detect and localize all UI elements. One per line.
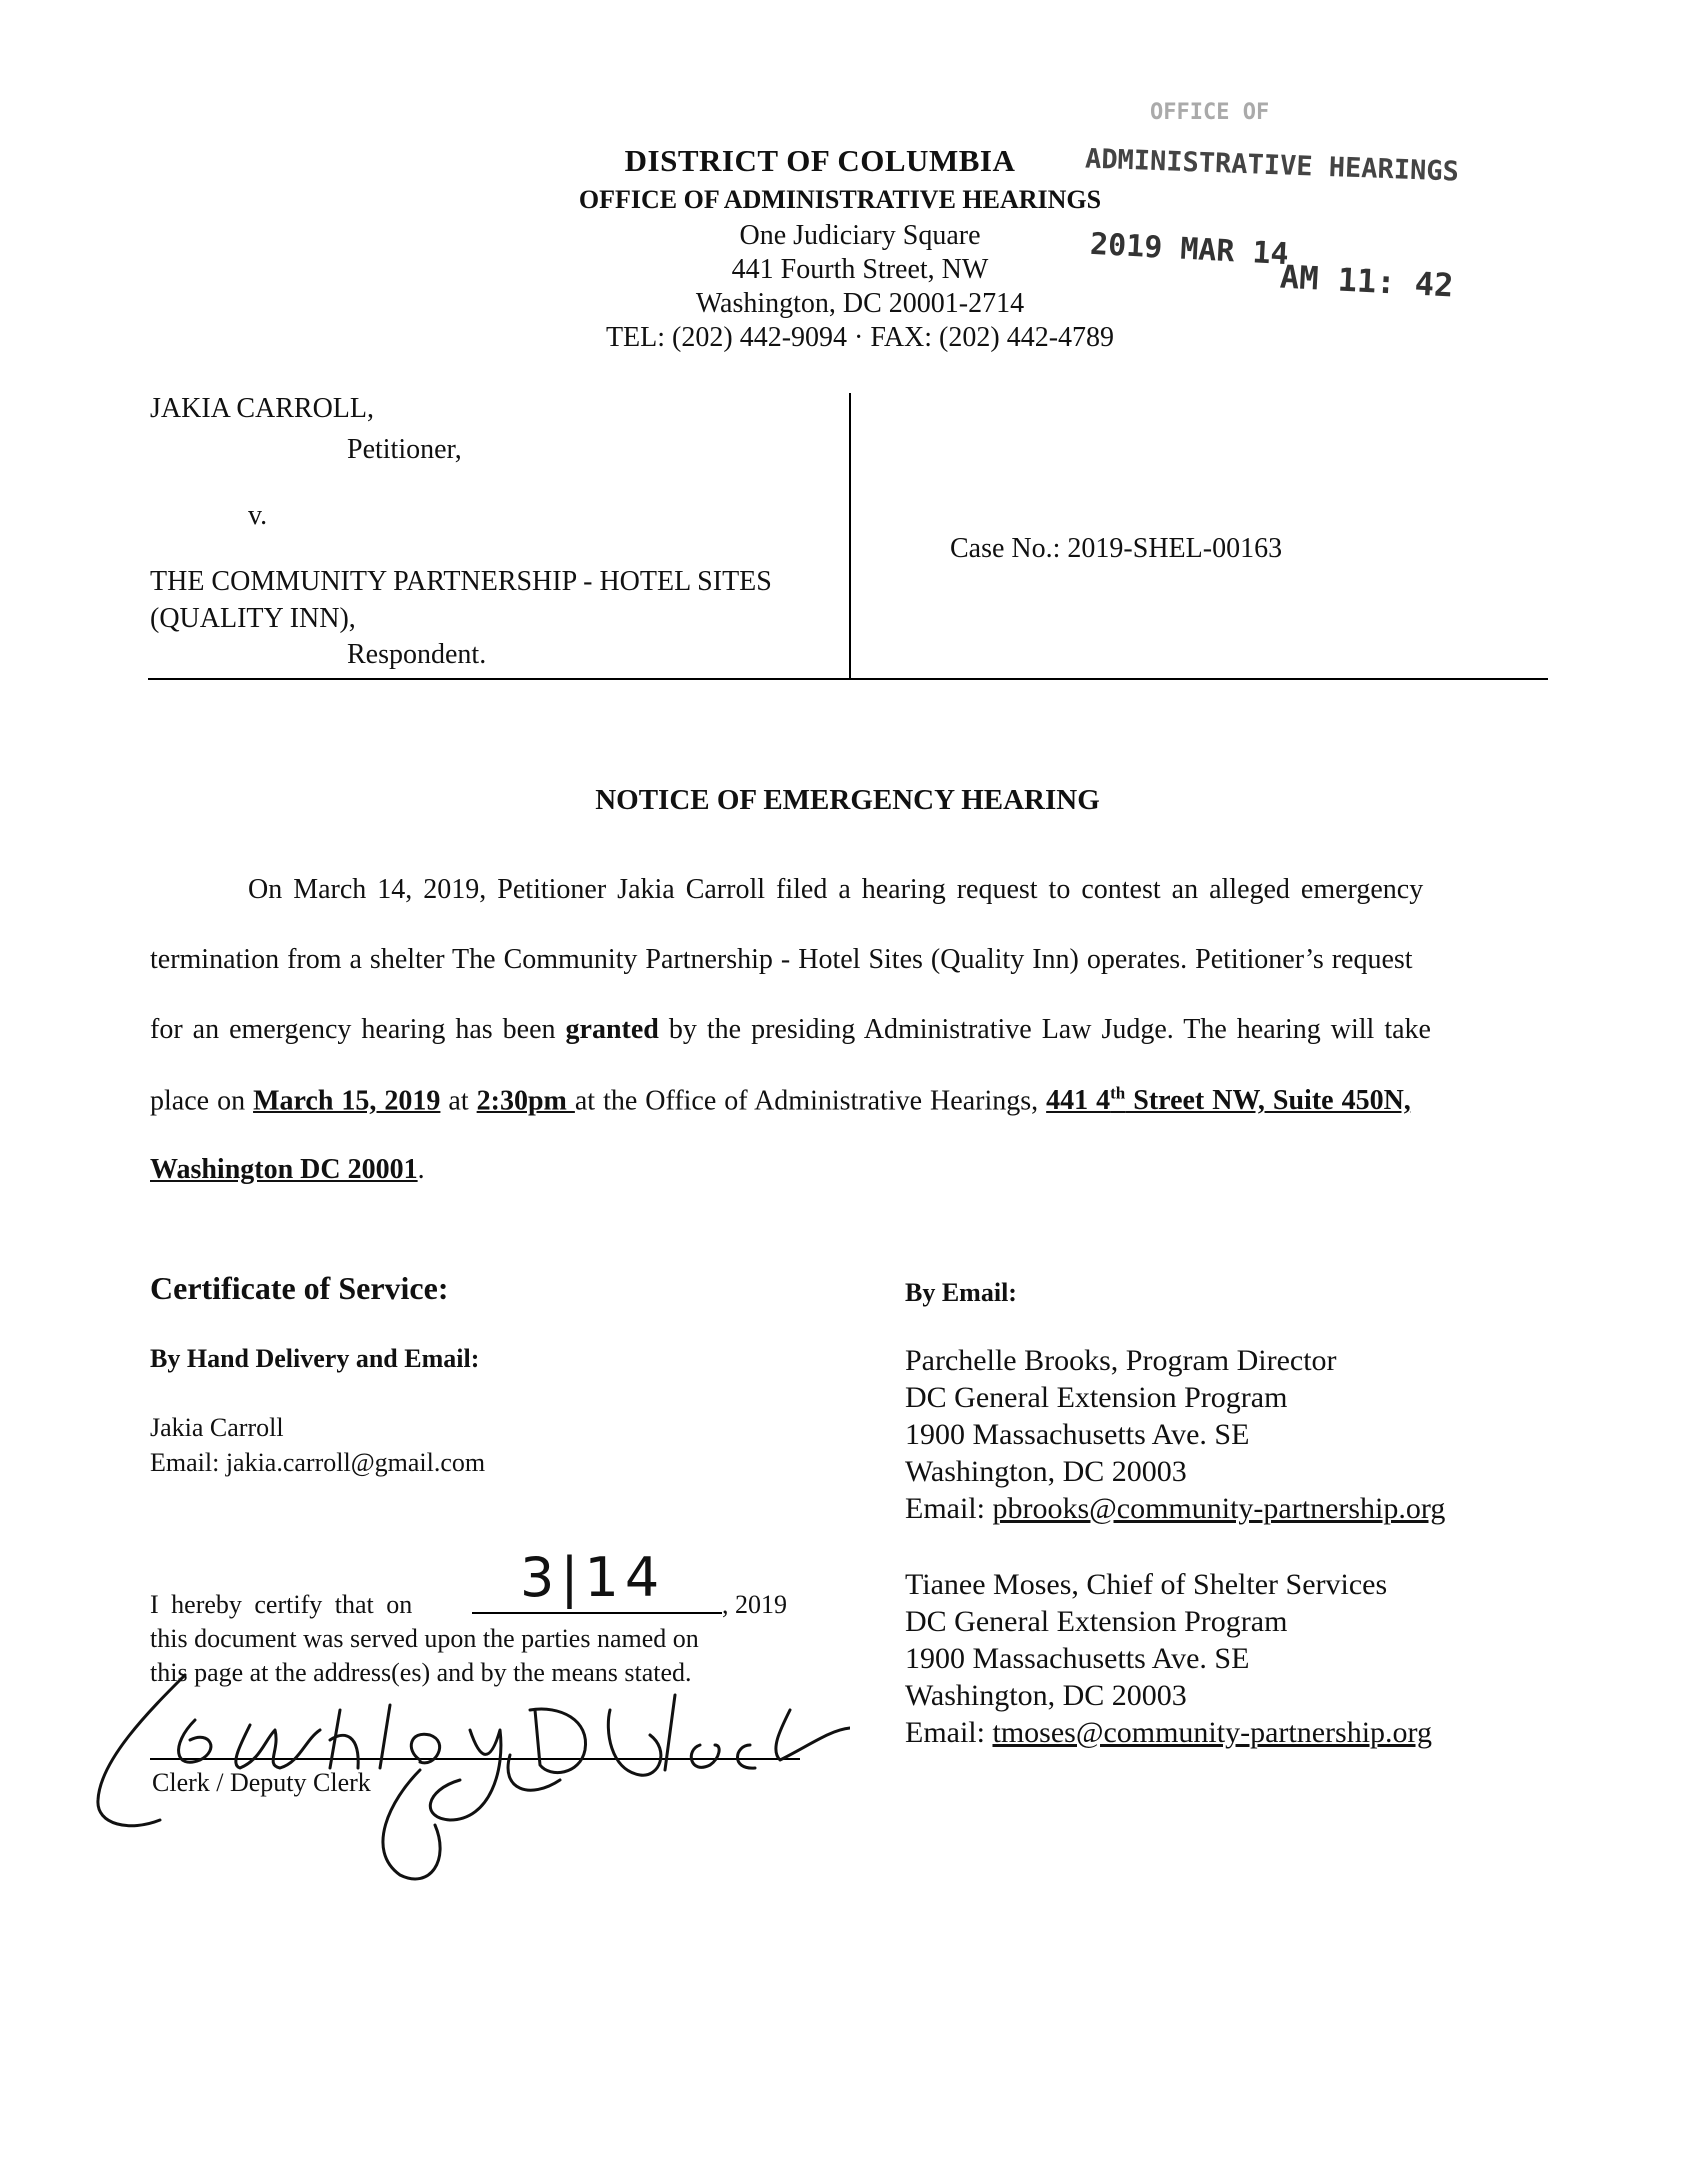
clerk-label: Clerk / Deputy Clerk: [152, 1768, 371, 1797]
address-line-1: One Judiciary Square: [739, 220, 981, 251]
notice-paragraph-line-2: termination from a shelter The Community Partnership - Hotel Sites (Quality Inn) operates. Petitioner’s request: [150, 944, 1413, 975]
respondent-name-line-1: THE COMMUNITY PARTNERSHIP - HOTEL SITES: [150, 566, 772, 597]
notice-paragraph-line-5: Washington DC 20001.: [150, 1154, 425, 1185]
notice-title: NOTICE OF EMERGENCY HEARING: [595, 784, 1100, 816]
stamp-agency-text: ADMINISTRATIVE HEARINGS: [1084, 143, 1460, 188]
recipient-name: Jakia Carroll: [150, 1413, 284, 1442]
stamp-date-text: 2019 MAR 14: [1089, 226, 1290, 273]
recipient-2-email-line: Email: tmoses@community-partnership.org: [905, 1716, 1432, 1749]
caption-divider: [849, 393, 851, 680]
recipient-2-name: Tianee Moses, Chief of Shelter Services: [905, 1568, 1388, 1601]
versus: v.: [248, 500, 268, 531]
hearing-address-city: Washington DC 20001: [150, 1154, 418, 1185]
office-name: OFFICE OF ADMINISTRATIVE HEARINGS: [578, 185, 1102, 214]
recipient-1-email-line: Email: pbrooks@community-partnership.org: [905, 1492, 1446, 1525]
recipient-1-email-link[interactable]: pbrooks@community-partnership.org: [992, 1492, 1446, 1525]
hearing-date: March 15, 2019: [253, 1085, 441, 1117]
hearing-time: 2:30pm: [476, 1085, 575, 1117]
address-line-2: 441 Fourth Street, NW: [731, 254, 989, 285]
granted-text: granted: [565, 1014, 659, 1045]
recipient-2-street: 1900 Massachusetts Ave. SE: [905, 1642, 1250, 1675]
recipient-1-street: 1900 Massachusetts Ave. SE: [905, 1418, 1250, 1451]
respondent-role: Respondent.: [347, 639, 487, 670]
hand-delivery-heading: By Hand Delivery and Email:: [150, 1344, 480, 1373]
certify-line-3: this page at the address(es) and by the means stated.: [150, 1658, 692, 1687]
address-line-3: Washington, DC 20001-2714: [695, 288, 1025, 319]
recipient-1-name: Parchelle Brooks, Program Director: [905, 1344, 1337, 1377]
notice-paragraph-line-1: On March 14, 2019, Petitioner Jakia Carroll filed a hearing request to contest an alleged emergency: [248, 874, 1424, 905]
petitioner-name: JAKIA CARROLL,: [150, 393, 375, 424]
certificate-title: Certificate of Service:: [150, 1270, 449, 1306]
contact-line: TEL: (202) 442-9094 · FAX: (202) 442-4789: [605, 322, 1115, 353]
certify-year: , 2019: [722, 1590, 787, 1619]
caption-rule: [148, 678, 1548, 680]
by-email-heading: By Email:: [905, 1278, 1017, 1307]
stamp-office-text: OFFICE OF: [1150, 100, 1270, 125]
recipient-1-org: DC General Extension Program: [905, 1381, 1288, 1414]
recipient-email: Email: jakia.carroll@gmail.com: [150, 1448, 486, 1477]
hearing-address: 441 4th Street NW, Suite 450N,: [1046, 1084, 1411, 1117]
notice-paragraph-line-3: for an emergency hearing has been granted by the presiding Administrative Law Judge. The hearing will take: [150, 1014, 1431, 1045]
petitioner-role: Petitioner,: [347, 434, 462, 465]
clerk-signature-icon: [90, 1650, 850, 1890]
stamp-time-text: AM 11: 42: [1279, 257, 1455, 305]
recipient-2-org: DC General Extension Program: [905, 1605, 1288, 1638]
certify-line-2: this document was served upon the parties named on: [150, 1624, 699, 1653]
notice-paragraph-line-4: place on March 15, 2019 at 2:30pm at the Office of Administrative Hearings, 441 4th Street NW, Suite 450N,: [150, 1084, 1411, 1117]
recipient-2-city: Washington, DC 20003: [905, 1679, 1187, 1712]
respondent-name-line-2: (QUALITY INN),: [150, 603, 356, 634]
handwritten-date: 3|14: [520, 1546, 666, 1609]
recipient-2-email-link[interactable]: tmoses@community-partnership.org: [992, 1716, 1432, 1749]
certify-line-1: I hereby certify that on: [150, 1590, 413, 1619]
recipient-1-city: Washington, DC 20003: [905, 1455, 1187, 1488]
case-number: Case No.: 2019-SHEL-00163: [950, 533, 1283, 564]
agency-title: DISTRICT OF COLUMBIA: [624, 143, 1016, 178]
